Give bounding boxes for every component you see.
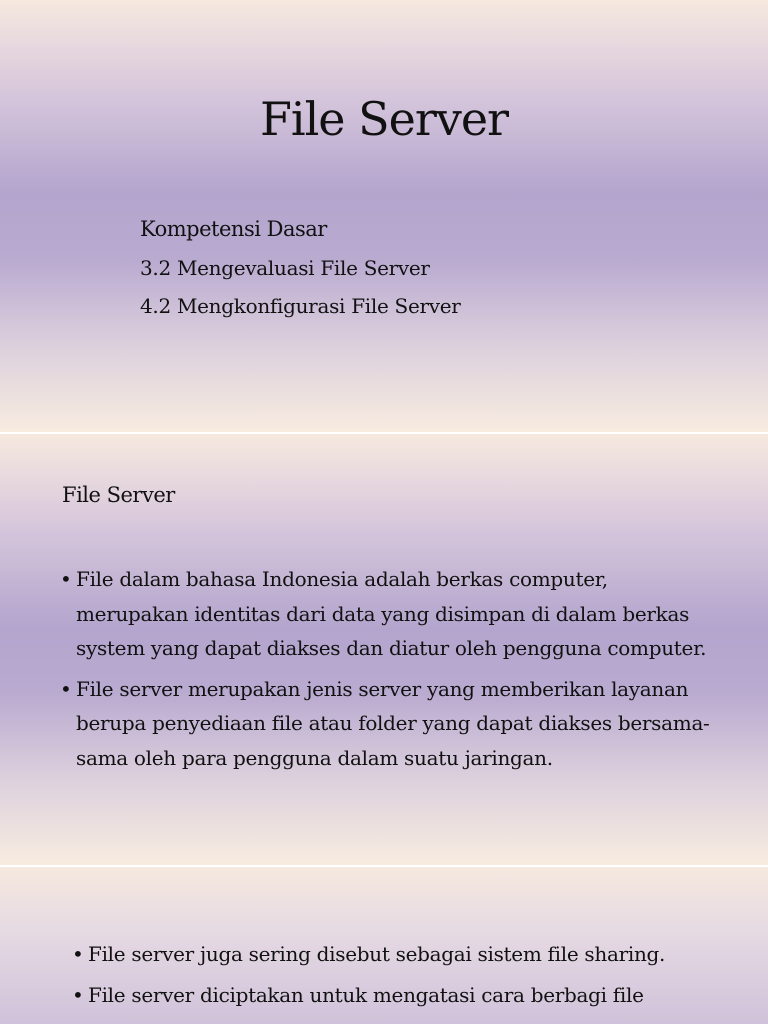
kompetensi-block	[140, 216, 461, 331]
list-item	[72, 978, 712, 1013]
bullet-text: File server merupakan jenis server yang memberikan layanan berupa penyediaan file atau folder yang dapat diakses bersama-sama oleh para pengguna dalam suatu jaringan.	[76, 676, 710, 770]
bullet-text: File server diciptakan untuk mengatasi cara berbagi file	[88, 982, 644, 1007]
bullet-icon: •	[72, 982, 84, 1007]
bullet-icon: •	[60, 567, 72, 591]
list-item	[60, 562, 720, 666]
bullet-icon: •	[60, 676, 72, 701]
section-heading: File Server	[62, 483, 175, 507]
bullet-list	[72, 937, 712, 1018]
list-item	[72, 937, 712, 972]
slide-1	[0, 0, 768, 432]
slide-title: File Server	[259, 92, 509, 146]
bullet-text: File dalam bahasa Indonesia adalah berkas computer, merupakan identitas dari data yang disimpan di dalam berkas system yang dapat diakses dan diatur oleh pengguna computer.	[76, 567, 707, 660]
slide-2	[0, 434, 768, 865]
bullet-text: File server juga sering disebut sebagai sistem file sharing.	[88, 942, 666, 966]
slide-3	[0, 867, 768, 1024]
bullet-list	[60, 562, 720, 781]
list-item	[60, 672, 720, 776]
bullet-icon: •	[72, 942, 84, 966]
kompetensi-item: 3.2 Mengevaluasi File Server	[140, 256, 430, 281]
kompetensi-heading: Kompetensi Dasar	[140, 217, 327, 241]
kompetensi-item: 4.2 Mengkonfigurasi File Server	[140, 294, 461, 319]
